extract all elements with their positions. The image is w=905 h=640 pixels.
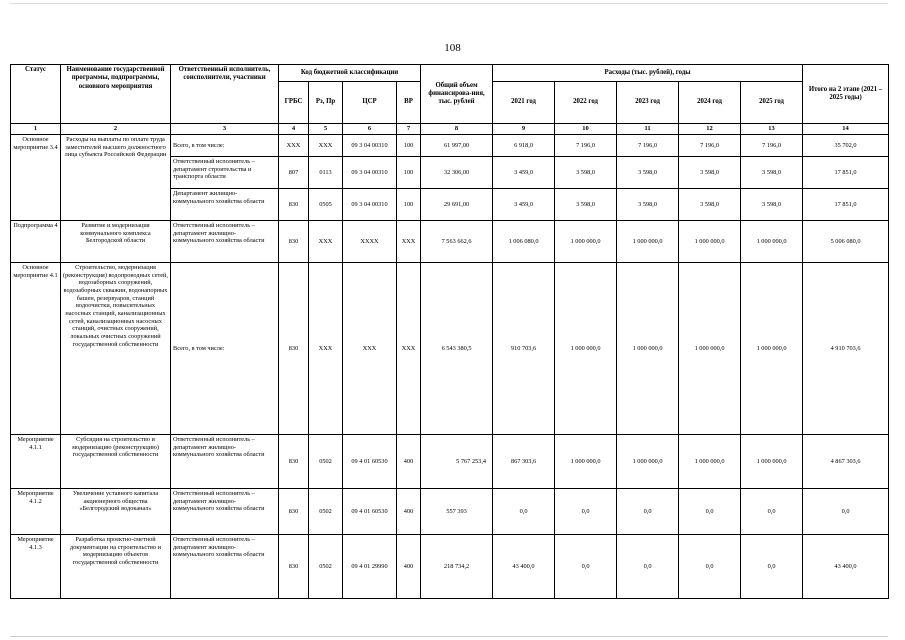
year-2022-cell: 1 000 000,0 [555,220,617,262]
year-2023-cell: 1 000 000,0 [617,220,679,262]
table-row [11,434,889,488]
col-number: 8 [421,124,493,135]
rzpr-cell: 0502 [309,488,343,534]
status-cell: Подпрограмма 4 [11,220,61,262]
executor-cell: Ответственный исполнитель – департамент жилищно-коммунального хозяйства области [171,220,279,262]
name-cell: Разработка проектно-сметной документации на строительство и модернизацию объектов государственной собственности [61,534,171,598]
grbs-cell: 830 [279,434,309,488]
status-cell: Мероприятие 4.1.2 [11,488,61,534]
col-number: 6 [343,124,397,135]
name-cell: Увеличение уставного капитала акционерного общества «Белгородский водоканал» [61,488,171,534]
name-cell: Развитие и модернизация коммунального комплекса Белгородской области [61,220,171,262]
year-2024-cell: 3 598,0 [679,188,741,220]
rzpr-cell: 0113 [309,156,343,188]
year-2021-cell: 910 703,6 [493,262,555,434]
year-2025-cell: 0,0 [741,488,803,534]
year-2024-cell: 1 000 000,0 [679,434,741,488]
total-cell: 32 306,00 [421,156,493,188]
total-cell: 29 691,00 [421,188,493,220]
budget-table [10,64,889,599]
year-2022-cell: 0,0 [555,488,617,534]
grbs-cell: 830 [279,262,309,434]
executor-cell: Ответственный исполнитель – департамент жилищно-коммунального хозяйства области [171,434,279,488]
header-name: Наименование государственной программы, подпрограммы, основного мероприятия [61,65,171,124]
vr-cell: 400 [397,434,421,488]
executor-cell: Всего, в том числе: [171,134,279,156]
grbs-cell: 830 [279,188,309,220]
grbs-cell: 830 [279,534,309,598]
total-cell: 7 563 662,6 [421,220,493,262]
executor-cell: Ответственный исполнитель – департамент жилищно-коммунального хозяйства области [171,534,279,598]
final-cell: 43 400,0 [803,534,889,598]
total-cell: 6 543 380,5 [421,262,493,434]
csr-cell: 09 4 01 60530 [343,434,397,488]
name-cell: Субсидия на строительство и модернизацию (реконструкцию) государственной собственности [61,434,171,488]
total-cell: 61 997,00 [421,134,493,156]
csr-cell: 09 3 04 00310 [343,156,397,188]
rzpr-cell: 0502 [309,534,343,598]
year-2023-cell: 3 598,0 [617,156,679,188]
header-year-2021: 2021 год [493,82,555,124]
executor-cell: Ответственный исполнитель – департамент строительства и транспорта области [171,156,279,188]
status-cell: Основное мероприятие 3.4 [11,134,61,220]
column-number-row [11,124,889,135]
csr-cell: 09 3 04 00310 [343,188,397,220]
header-year-2025: 2025 год [741,82,803,124]
header-executor: Ответственный исполнитель, соисполнители, участники [171,65,279,124]
year-2022-cell: 1 000 000,0 [555,434,617,488]
final-cell: 17 851,0 [803,156,889,188]
year-2022-cell: 0,0 [555,534,617,598]
year-2024-cell: 7 196,0 [679,134,741,156]
col-number: 1 [11,124,61,135]
header-vr: ВР [397,82,421,124]
year-2022-cell: 3 598,0 [555,188,617,220]
name-cell: Расходы на выплаты по оплате труда заместителей высшего должностного лица субъекта Российской Федерации [61,134,171,220]
year-2024-cell: 3 598,0 [679,156,741,188]
csr-cell: 09 4 01 60530 [343,488,397,534]
year-2021-cell: 1 006 080,0 [493,220,555,262]
vr-cell: 100 [397,156,421,188]
year-2021-cell: 0,0 [493,488,555,534]
rzpr-cell: 0505 [309,188,343,220]
total-cell: 218 734,2 [421,534,493,598]
header-year-2022: 2022 год [555,82,617,124]
year-2025-cell: 0,0 [741,534,803,598]
final-cell: 17 851,0 [803,188,889,220]
total-cell: 5 767 253,4 [421,434,493,488]
final-cell: 4 867 303,6 [803,434,889,488]
csr-cell: ХХХ [343,262,397,434]
header-rzpr: Рз, Пр [309,82,343,124]
header-total: Общий объем финансирова-ния, тыс. рублей [421,65,493,124]
vr-cell: 100 [397,188,421,220]
year-2021-cell: 43 400,0 [493,534,555,598]
year-2024-cell: 0,0 [679,534,741,598]
year-2022-cell: 7 196,0 [555,134,617,156]
grbs-cell: ХХХ [279,134,309,156]
header-status: Статус [11,65,61,124]
year-2023-cell: 1 000 000,0 [617,434,679,488]
name-cell: Строительство, модернизация (реконструкция) водопроводных сетей, водозаборных сооружений, водозаборных скважин, водонапорных башен, резервуаров, станций водоочистки, повысительных насосных станций, канализационных сетей, канализационных насосных станций, очистных сооружений, локальных очистных сооружений государственной собственности [61,262,171,434]
year-2025-cell: 1 000 000,0 [741,220,803,262]
total-cell: 557 393 [421,488,493,534]
year-2023-cell: 7 196,0 [617,134,679,156]
year-2023-cell: 0,0 [617,534,679,598]
year-2021-cell: 867 303,6 [493,434,555,488]
col-number: 10 [555,124,617,135]
rzpr-cell: 0502 [309,434,343,488]
header-expenses: Расходы (тыс. рублей), годы [493,65,803,82]
csr-cell: 09 3 04 00310 [343,134,397,156]
col-number: 12 [679,124,741,135]
rzpr-cell: ХХХ [309,262,343,434]
header-budget-code: Код бюджетной классификации [279,65,421,82]
final-cell: 0,0 [803,488,889,534]
col-number: 3 [171,124,279,135]
executor-cell: Всего, в том числе: [171,262,279,434]
csr-cell: ХХХХ [343,220,397,262]
grbs-cell: 807 [279,156,309,188]
csr-cell: 09 4 01 29990 [343,534,397,598]
year-2021-cell: 3 459,0 [493,188,555,220]
year-2025-cell: 1 000 000,0 [741,262,803,434]
final-cell: 4 910 703,6 [803,262,889,434]
year-2024-cell: 1 000 000,0 [679,220,741,262]
vr-cell: 400 [397,534,421,598]
table-row [11,534,889,598]
header-csr: ЦСР [343,82,397,124]
vr-cell: ХХХ [397,220,421,262]
status-cell: Основное мероприятие 4.1 [11,262,61,434]
year-2025-cell: 1 000 000,0 [741,434,803,488]
vr-cell: 100 [397,134,421,156]
executor-cell: Ответственный исполнитель – департамент жилищно-коммунального хозяйства области [171,488,279,534]
header-grbs: ГРБС [279,82,309,124]
final-cell: 35 702,0 [803,134,889,156]
year-2023-cell: 0,0 [617,488,679,534]
col-number: 5 [309,124,343,135]
year-2022-cell: 1 000 000,0 [555,262,617,434]
col-number: 4 [279,124,309,135]
year-2025-cell: 3 598,0 [741,188,803,220]
page-number: 108 [444,42,461,54]
year-2024-cell: 0,0 [679,488,741,534]
rzpr-cell: ХХХ [309,220,343,262]
header-year-2023: 2023 год [617,82,679,124]
col-number: 7 [397,124,421,135]
table-row [11,488,889,534]
rzpr-cell: ХХХ [309,134,343,156]
executor-cell: Департамент жилищно-коммунального хозяйства области [171,188,279,220]
status-cell: Мероприятие 4.1.1 [11,434,61,488]
col-number: 2 [61,124,171,135]
bottom-edge-line [10,636,888,637]
status-cell: Мероприятие 4.1.3 [11,534,61,598]
vr-cell: ХХХ [397,262,421,434]
year-2025-cell: 7 196,0 [741,134,803,156]
header-year-2024: 2024 год [679,82,741,124]
year-2023-cell: 3 598,0 [617,188,679,220]
year-2022-cell: 3 598,0 [555,156,617,188]
top-edge-line [10,3,888,4]
col-number: 14 [803,124,889,135]
year-2025-cell: 3 598,0 [741,156,803,188]
table-row [11,262,889,434]
grbs-cell: 830 [279,220,309,262]
year-2021-cell: 3 459,0 [493,156,555,188]
year-2023-cell: 1 000 000,0 [617,262,679,434]
header-final: Итого на 2 этапе (2021 – 2025 годы) [803,65,889,124]
grbs-cell: 830 [279,488,309,534]
table-row [11,220,889,262]
vr-cell: 400 [397,488,421,534]
table-row [11,134,889,156]
year-2021-cell: 6 918,0 [493,134,555,156]
header-row-1 [11,65,889,82]
final-cell: 5 006 080,0 [803,220,889,262]
year-2024-cell: 1 000 000,0 [679,262,741,434]
col-number: 13 [741,124,803,135]
col-number: 11 [617,124,679,135]
col-number: 9 [493,124,555,135]
